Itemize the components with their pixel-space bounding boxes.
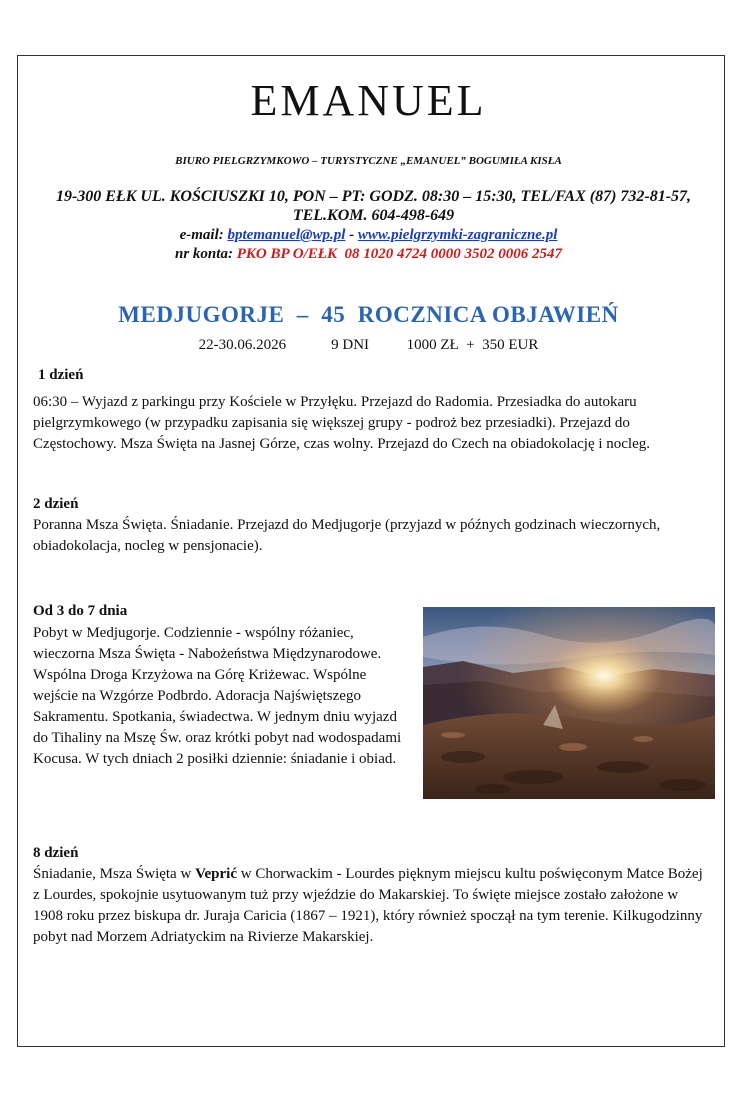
day-8-heading: 8 dzień — [33, 845, 79, 861]
day-2-text: Poranna Msza Święta. Śniadanie. Przejazd do Medjugorje (przyjazd w późnych godzinach wieczornych, obiadokolacja, nocleg w pensjonacie). — [33, 517, 661, 554]
trip-title: MEDJUGORJE – 45 ROCZNICA OBJAWIEŃ — [118, 302, 619, 327]
link-separator: - — [345, 227, 358, 243]
veprić-name: Veprić — [195, 866, 238, 882]
trip-days: 9 DNI — [331, 337, 370, 353]
website-link[interactable]: www.pielgrzymki-zagraniczne.pl — [357, 227, 558, 243]
page-title: EMANUEL — [250, 76, 487, 125]
contact-line — [0, 227, 737, 244]
agency-address: 19-300 EŁK UL. KOŚCIUSZKI 10, PON – PT: GODZ. 08:30 – 15:30, TEL/FAX (87) 732-81-57, TEL.KOM. 604-498-649 — [55, 188, 692, 224]
day-3-7-heading: Od 3 do 7 dnia — [33, 603, 128, 619]
day-8-text-rest: w Chorwackim - Lourdes pięknym miejscu kultu poświęconym Matce Bożej z Lourdes, spokojnie usytuowanym tuż przy wjeździe do Makarskiej. To święte miejsce zostało założone w 1908 roku przez biskupa dr. Juraja Caricia (1867 – 1921), który również spoczął na tym terenie. Kilkugodzinny pobyt nad Morzem Adriatyckim na Rivierze Makarskiej. — [33, 866, 707, 945]
trip-dates: 22-30.06.2026 — [198, 337, 287, 353]
trip-price: 1000 ZŁ + 350 EUR — [406, 337, 539, 353]
medjugorje-sunset-photo — [423, 607, 715, 799]
day-2-heading: 2 dzień — [33, 496, 79, 512]
email-label: e-mail: — [179, 227, 224, 243]
day-3-7-text: Pobyt w Medjugorje. Codziennie - wspólny różaniec, wieczorna Msza Święta - Nabożeństwa Międzynarodowe. Wspólna Droga Krzyżowa na Górę Kriżewac. Wspólne wejście na Wzgórze Podbrdo. Adoracja Najświętszego Sakramentu. Spotkania, świadectwa. W jednym dniu wyjazd do Tihaliny na Mszę Św. oraz krótki pobyt nad wodospadami Kocusa. W tych dniach 2 posiłki dziennie: śniadanie i obiad. — [33, 625, 402, 767]
day-1-heading: 1 dzień — [38, 367, 84, 383]
account-line — [0, 246, 737, 263]
account-label: nr konta: — [175, 246, 233, 262]
agency-subtitle: BIURO PIELGRZYMKOWO – TURYSTYCZNE „EMANUEL” BOGUMIŁA KISŁA — [175, 155, 562, 167]
trip-meta — [0, 337, 737, 354]
day-8-text-start: Śniadanie, Msza Święta w — [33, 866, 196, 882]
account-number: PKO BP O/EŁK 08 1020 4724 0000 3502 0006 2547 — [236, 246, 562, 262]
day-1-text: 06:30 – Wyjazd z parkingu przy Kościele w Przyłęku. Przejazd do Radomia. Przesiadka do autokaru pielgrzymkowego (w przypadku zapisania się większej grupy - podroż bez przesiadki). Przejazd do Częstochowy. Msza Święta na Jasnej Górze, czas wolny. Przejazd do Czech na obiadokolację i nocleg. — [33, 394, 651, 452]
day-8-text — [33, 864, 705, 948]
email-link[interactable]: bptemanuel@wp.pl — [227, 227, 346, 243]
